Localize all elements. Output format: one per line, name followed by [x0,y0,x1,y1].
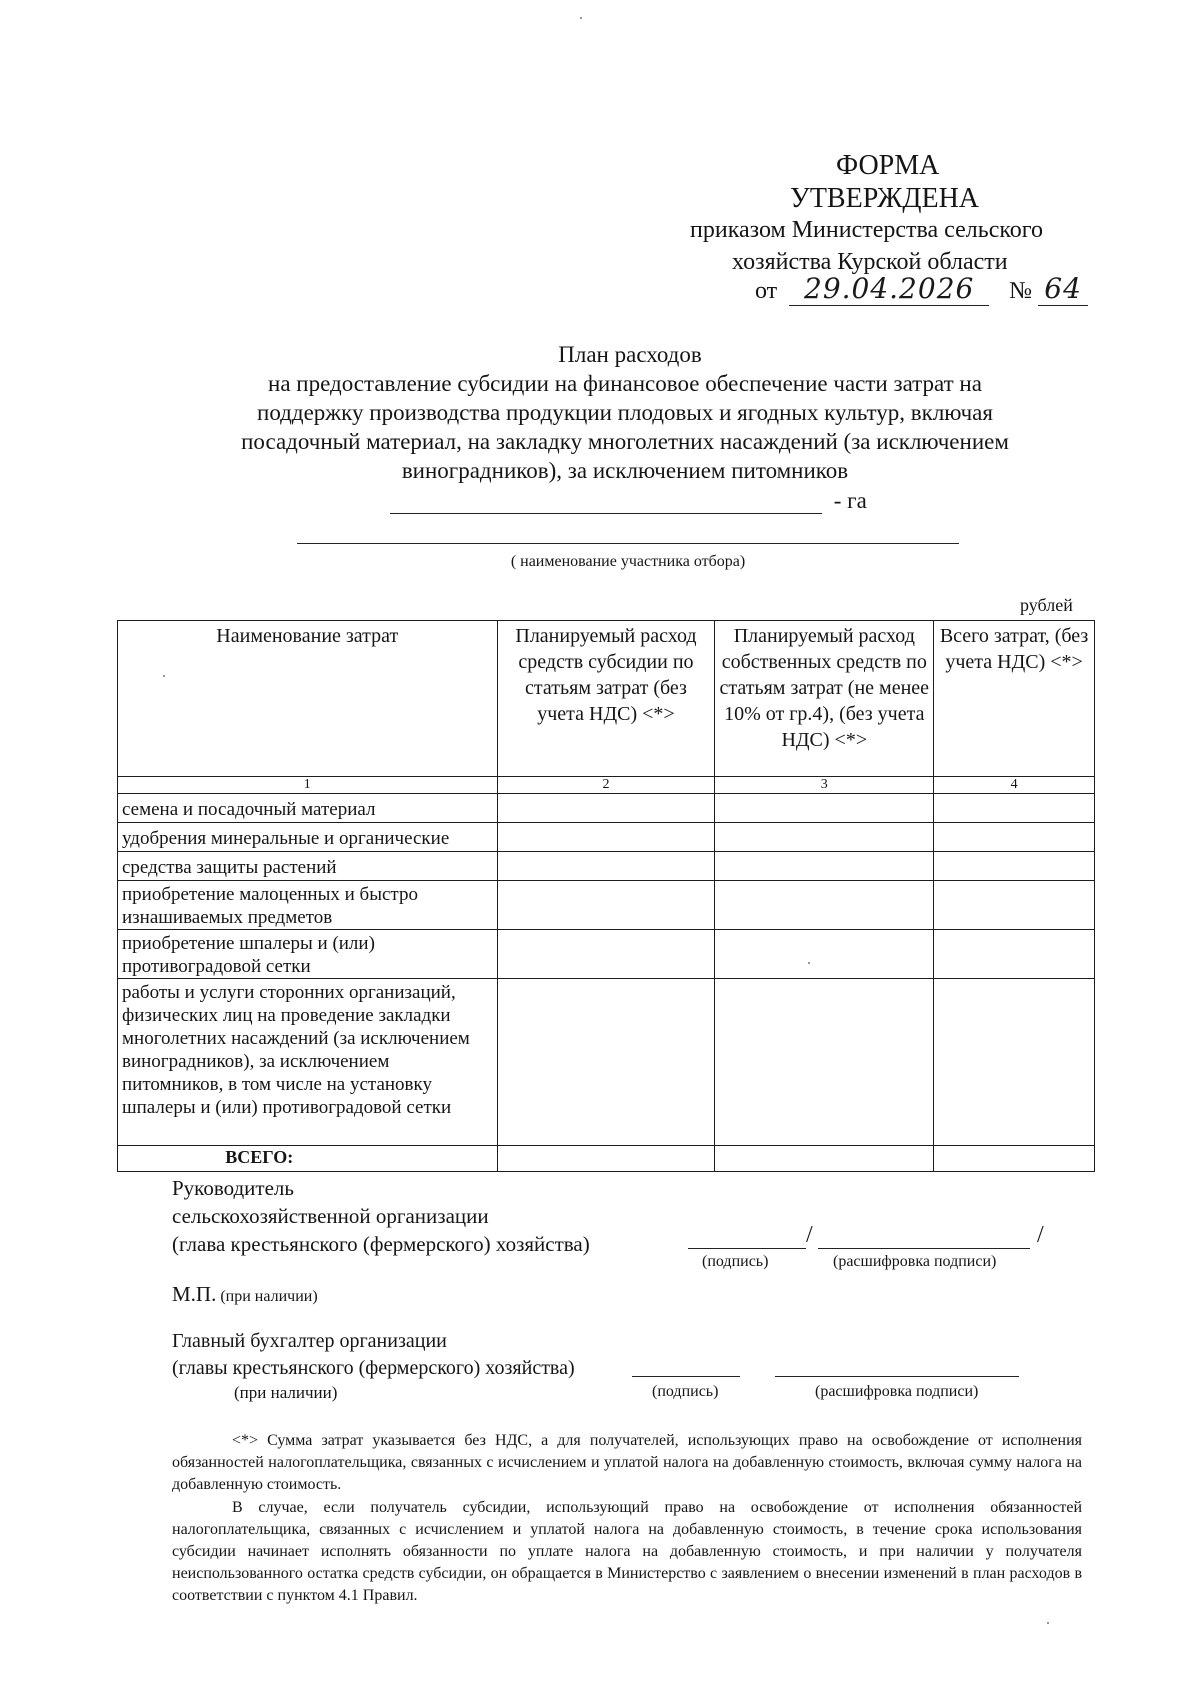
head-title-line1: Руководитель [172,1176,294,1200]
total-label: ВСЕГО: [118,1146,498,1172]
approval-order-line2: хозяйства Курской области [732,249,1008,275]
col-number: 2 [497,777,715,794]
participant-name-line [297,543,959,544]
accountant-signature-caption: (подпись) [652,1383,719,1400]
subsidy-cell[interactable] [497,979,715,1146]
header-subsidy: Планируемый расход средств субсидии по статьям затрат (без учета НДС) <*> [497,621,715,777]
stamp-row [172,1282,318,1307]
row-label: приобретение малоценных и быстро изнашиваемых предметов [118,881,498,930]
scan-speck [1047,1622,1049,1624]
column-number-row [118,777,1095,794]
title-line: План расходов [558,342,702,367]
title-line: поддержку производства продукции плодовых и ягодных культур, включая [257,400,993,425]
head-title-line3: (глава крестьянского (фермерского) хозяйства) [172,1232,590,1256]
head-slash: / [806,1222,813,1248]
form-label: ФОРМА [836,150,940,181]
head-slash-end: / [1037,1222,1044,1248]
accountant-signature-block [172,1328,575,1382]
table-row [118,823,1095,852]
stamp-note: (при наличии) [220,1288,318,1305]
footnote-2: В случае, если получатель субсидии, использующий право на освобождение от исполнения обязанностей налогоплательщика, связанных с исчислением и уплатой налога на добавленную стоимость, в течение срока использования субсидии начинает исполнять обязанности по уплате налога на добавленную стоимость, и при наличии у получателя неиспользованного остатка средств субсидии, он обращается в Министерство с заявлением о внесении изменений в план расходов в соответствии с пунктом 4.1 Правил. [172,1499,1082,1604]
table-header-row [118,621,1095,777]
accountant-decode-caption: (расшифровка подписи) [815,1383,979,1400]
total-cell[interactable] [934,852,1095,881]
accountant-title-line1: Главный бухгалтер организации [172,1330,447,1352]
total-cell[interactable] [934,794,1095,823]
approval-date-row [755,272,1088,306]
title-description [150,369,1100,485]
total-subsidy-cell[interactable] [497,1146,715,1172]
approval-number: 64 [1038,272,1088,306]
header-total: Всего затрат, (без учета НДС) <*> [934,621,1095,777]
accountant-decode-line [775,1376,1019,1377]
footnotes [172,1430,1082,1607]
row-label: семена и посадочный материал [118,794,498,823]
total-cell[interactable] [934,823,1095,852]
total-cell[interactable] [934,881,1095,930]
number-label: № [1009,278,1033,304]
col-number: 3 [715,777,934,794]
table-row [118,979,1095,1146]
subsidy-cell[interactable] [497,794,715,823]
row-label: работы и услуги сторонних организаций, физических лиц на проведение закладки многолетних насаждений (за исключением виноградников), за исключением питомников, в том числе на установку шпалеры и (или) противоградовой сетки [118,979,498,1146]
table-row [118,852,1095,881]
own-funds-cell[interactable] [715,881,934,930]
head-title-line2: сельскохозяйственной организации [172,1204,489,1228]
approval-order-line1: приказом Министерства сельского [690,217,1044,243]
hectare-suffix: - га [833,488,867,513]
footnote-1: <*> Сумма затрат указывается без НДС, а для получателей, использующих право на освобождение от исполнения обязанностей налогоплательщика, связанных с исчислением и уплатой налога на добавленную стоимость, включая сумму налога на добавленную стоимость. [172,1432,1082,1493]
head-decode-caption: (расшифровка подписи) [833,1253,997,1270]
table-row [118,794,1095,823]
total-all-cell[interactable] [934,1146,1095,1172]
head-decode-line [818,1248,1030,1249]
total-cell[interactable] [934,930,1095,979]
own-funds-cell[interactable] [715,979,934,1146]
approval-date: 29.04.2026 [789,272,989,306]
accountant-title-line2: (главы крестьянского (фермерского) хозяйства) [172,1357,575,1379]
subsidy-cell[interactable] [497,930,715,979]
stamp-label: М.П. [172,1282,217,1306]
col-number: 1 [118,777,498,794]
row-label: удобрения минеральные и органические [118,823,498,852]
subsidy-cell[interactable] [497,881,715,930]
hectare-row [390,488,867,514]
title-line: виноградников), за исключением питомников [401,458,849,483]
title-line: на предоставление субсидии на финансовое обеспечение части затрат на [268,371,982,396]
accountant-note: (при наличии) [234,1383,338,1402]
own-funds-cell[interactable] [715,930,934,979]
scan-speck [580,17,582,19]
date-prefix: от [755,278,778,304]
own-funds-cell[interactable] [715,794,934,823]
total-row [118,1146,1095,1172]
subsidy-cell[interactable] [497,823,715,852]
row-label: приобретение шпалеры и (или) противоградовой сетки [118,930,498,979]
currency-label: рублей [1020,595,1073,615]
subsidy-cell[interactable] [497,852,715,881]
hectare-blank [390,489,822,514]
header-cost-name: Наименование затрат [118,621,498,777]
header-own-funds: Планируемый расход собственных средств по статьям затрат (не менее 10% от гр.4), (без учета НДС) <*> [715,621,934,777]
col-number: 4 [934,777,1095,794]
document-title [0,340,1200,369]
head-signature-caption: (подпись) [702,1253,769,1270]
participant-caption: ( наименование участника отбора) [510,553,746,570]
accountant-signature-line [632,1376,740,1377]
own-funds-cell[interactable] [715,852,934,881]
head-signature-block [172,1175,590,1258]
expense-table [117,620,1095,1172]
table-row [118,930,1095,979]
total-own-funds-cell[interactable] [715,1146,934,1172]
own-funds-cell[interactable] [715,823,934,852]
row-label: средства защиты растений [118,852,498,881]
title-line: посадочный материал, на закладку многолетних насаждений (за исключением [241,429,1009,454]
head-signature-line [688,1248,806,1249]
table-row [118,881,1095,930]
total-cell[interactable] [934,979,1095,1146]
approved-label: УТВЕРЖДЕНА [790,183,980,214]
